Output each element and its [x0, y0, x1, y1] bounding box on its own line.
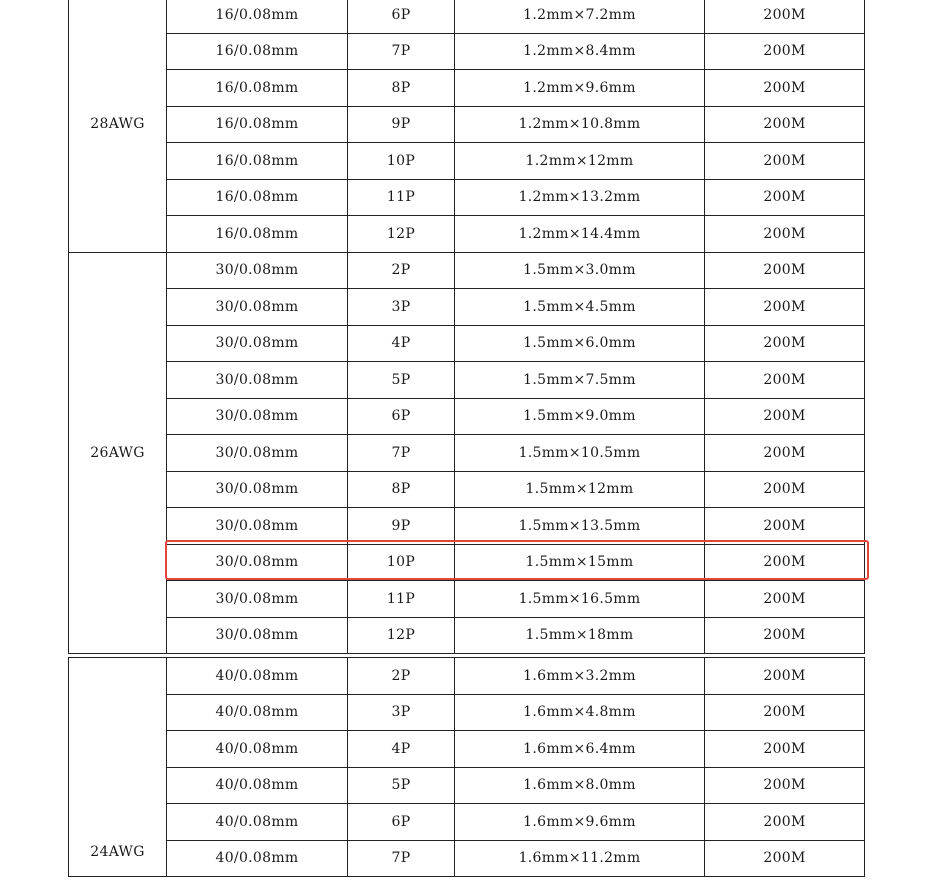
conductor-cell: 16/0.08mm: [167, 143, 348, 180]
length-cell: 200M: [705, 216, 865, 253]
size-cell: 1.5mm×7.5mm: [455, 362, 705, 399]
length-cell: 200M: [705, 617, 865, 654]
conductor-cell: 40/0.08mm: [167, 731, 348, 768]
table-row: [69, 70, 865, 107]
pins-cell: 5P: [348, 362, 455, 399]
table-row: [69, 0, 865, 33]
conductor-cell: 16/0.08mm: [167, 0, 348, 33]
size-cell: 1.2mm×13.2mm: [455, 179, 705, 216]
table-row: [69, 617, 865, 654]
length-cell: 200M: [705, 694, 865, 731]
size-cell: 1.6mm×8.0mm: [455, 767, 705, 804]
size-cell: 1.5mm×10.5mm: [455, 435, 705, 472]
pins-cell: 8P: [348, 471, 455, 508]
conductor-cell: 16/0.08mm: [167, 106, 348, 143]
pins-cell: 4P: [348, 731, 455, 768]
length-cell: 200M: [705, 33, 865, 70]
size-cell: 1.6mm×4.8mm: [455, 694, 705, 731]
size-cell: 1.5mm×16.5mm: [455, 581, 705, 618]
pins-cell: 7P: [348, 33, 455, 70]
length-cell: 200M: [705, 581, 865, 618]
table-row: [69, 106, 865, 143]
table-row: [69, 33, 865, 70]
size-cell: 1.6mm×3.2mm: [455, 658, 705, 695]
table-row: [69, 179, 865, 216]
pins-cell: 7P: [348, 435, 455, 472]
conductor-cell: 40/0.08mm: [167, 804, 348, 841]
pins-cell: 5P: [348, 767, 455, 804]
size-cell: 1.2mm×8.4mm: [455, 33, 705, 70]
size-cell: 1.5mm×4.5mm: [455, 289, 705, 326]
awg-group-label: 24AWG: [90, 844, 145, 860]
conductor-cell: 30/0.08mm: [167, 252, 348, 289]
pins-cell: 10P: [348, 544, 455, 581]
size-cell: 1.5mm×18mm: [455, 617, 705, 654]
size-cell: 1.5mm×12mm: [455, 471, 705, 508]
length-cell: 200M: [705, 179, 865, 216]
conductor-cell: 40/0.08mm: [167, 658, 348, 695]
size-cell: 1.2mm×7.2mm: [455, 0, 705, 33]
awg-group-cell: 26AWG: [69, 252, 167, 654]
pins-cell: 9P: [348, 508, 455, 545]
conductor-cell: 30/0.08mm: [167, 398, 348, 435]
table-row: [69, 398, 865, 435]
pins-cell: 2P: [348, 252, 455, 289]
size-cell: 1.5mm×13.5mm: [455, 508, 705, 545]
length-cell: 200M: [705, 840, 865, 877]
length-cell: 200M: [705, 362, 865, 399]
size-cell: 1.6mm×9.6mm: [455, 804, 705, 841]
length-cell: 200M: [705, 106, 865, 143]
conductor-cell: 30/0.08mm: [167, 325, 348, 362]
awg-group-cell: [69, 658, 167, 877]
length-cell: 200M: [705, 70, 865, 107]
table-row: [69, 731, 865, 768]
table-row: [69, 362, 865, 399]
conductor-cell: 40/0.08mm: [167, 840, 348, 877]
length-cell: 200M: [705, 508, 865, 545]
length-cell: 200M: [705, 398, 865, 435]
table-row: [69, 289, 865, 326]
cable-spec-table: [68, 0, 865, 877]
length-cell: 200M: [705, 804, 865, 841]
conductor-cell: 30/0.08mm: [167, 435, 348, 472]
conductor-cell: 40/0.08mm: [167, 767, 348, 804]
table-row: [69, 658, 865, 695]
pins-cell: 12P: [348, 617, 455, 654]
table-row: [69, 694, 865, 731]
pins-cell: 6P: [348, 398, 455, 435]
length-cell: 200M: [705, 544, 865, 581]
size-cell: 1.2mm×14.4mm: [455, 216, 705, 253]
length-cell: 200M: [705, 325, 865, 362]
pins-cell: 4P: [348, 325, 455, 362]
table-row: [69, 508, 865, 545]
conductor-cell: 40/0.08mm: [167, 694, 348, 731]
awg-group-cell: 28AWG: [69, 0, 167, 252]
length-cell: 200M: [705, 435, 865, 472]
pins-cell: 10P: [348, 143, 455, 180]
conductor-cell: 30/0.08mm: [167, 289, 348, 326]
pins-cell: 8P: [348, 70, 455, 107]
size-cell: 1.2mm×10.8mm: [455, 106, 705, 143]
conductor-cell: 30/0.08mm: [167, 508, 348, 545]
conductor-cell: 30/0.08mm: [167, 471, 348, 508]
table-row: [69, 840, 865, 877]
length-cell: 200M: [705, 658, 865, 695]
conductor-cell: 16/0.08mm: [167, 70, 348, 107]
length-cell: 200M: [705, 252, 865, 289]
size-cell: 1.2mm×12mm: [455, 143, 705, 180]
table-row: [69, 471, 865, 508]
pins-cell: 3P: [348, 694, 455, 731]
pins-cell: 12P: [348, 216, 455, 253]
table-row: [69, 252, 865, 289]
pins-cell: 9P: [348, 106, 455, 143]
conductor-cell: 16/0.08mm: [167, 216, 348, 253]
pins-cell: 6P: [348, 804, 455, 841]
size-cell: 1.5mm×9.0mm: [455, 398, 705, 435]
size-cell: 1.6mm×11.2mm: [455, 840, 705, 877]
table-row: [69, 143, 865, 180]
table-row: [69, 767, 865, 804]
length-cell: 200M: [705, 289, 865, 326]
table-row: [69, 581, 865, 618]
conductor-cell: 30/0.08mm: [167, 362, 348, 399]
conductor-cell: 16/0.08mm: [167, 33, 348, 70]
table-row: [69, 325, 865, 362]
conductor-cell: 30/0.08mm: [167, 544, 348, 581]
pins-cell: 3P: [348, 289, 455, 326]
pins-cell: 11P: [348, 581, 455, 618]
conductor-cell: 30/0.08mm: [167, 617, 348, 654]
size-cell: 1.5mm×6.0mm: [455, 325, 705, 362]
conductor-cell: 30/0.08mm: [167, 581, 348, 618]
length-cell: 200M: [705, 0, 865, 33]
length-cell: 200M: [705, 471, 865, 508]
size-cell: 1.2mm×9.6mm: [455, 70, 705, 107]
table-row: [69, 435, 865, 472]
table-row: [69, 216, 865, 253]
conductor-cell: 16/0.08mm: [167, 179, 348, 216]
length-cell: 200M: [705, 143, 865, 180]
pins-cell: 6P: [348, 0, 455, 33]
pins-cell: 2P: [348, 658, 455, 695]
size-cell: 1.6mm×6.4mm: [455, 731, 705, 768]
size-cell: 1.5mm×3.0mm: [455, 252, 705, 289]
length-cell: 200M: [705, 731, 865, 768]
length-cell: 200M: [705, 767, 865, 804]
size-cell: 1.5mm×15mm: [455, 544, 705, 581]
pins-cell: 7P: [348, 840, 455, 877]
highlighted-row: [69, 544, 865, 581]
pins-cell: 11P: [348, 179, 455, 216]
table-row: [69, 804, 865, 841]
